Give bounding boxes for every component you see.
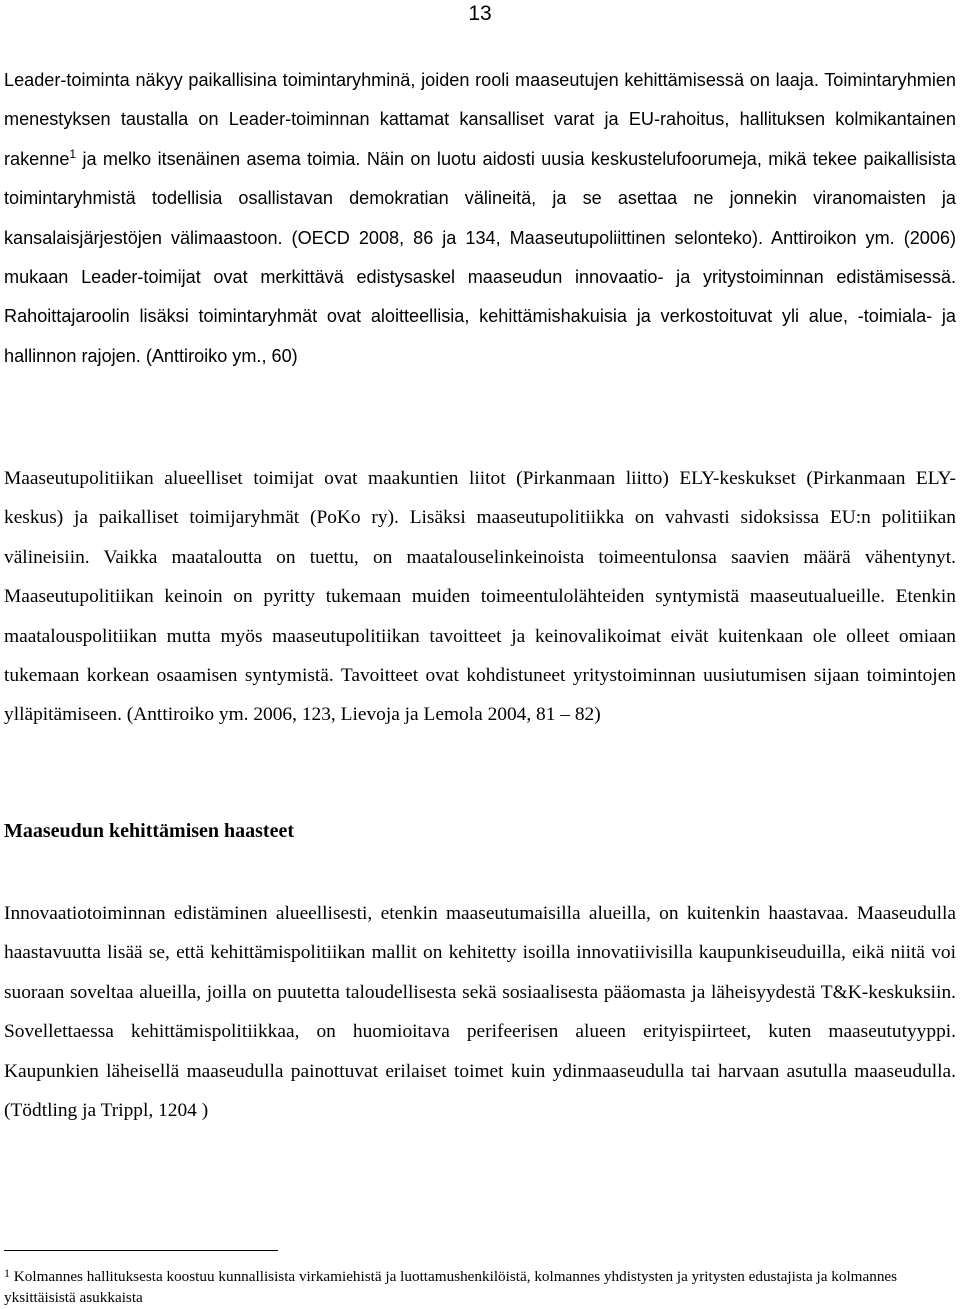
body-paragraph: Maaseutupolitiikan alueelliset toimijat ovat maakuntien liitot (Pirkanmaan liitto) ELY-keskukset (Pirkanmaan ELY-keskus) ja paikalliset toimijaryhmät (PoKo ry). Lisäksi maaseutupolitiikka on vahvasti sidoksissa EU:n politiikan välineisiin. Vaikka maataloutta on tuettu, on maatalouselinkeinoista toimeentulonsa saavien määrä vähentynyt. Maaseutupolitiikan keinoin on pyritty tukemaan muiden toimeentulolähteiden syntymistä maaseutualueille. Etenkin maatalouspolitiikan mutta myös maaseutupolitiikan tavoitteet ja keinovalikoimat eivät kuitenkaan ole olleet omiaan tukemaan korkean osaamisen syntymistä. Tavoitteet ovat kohdistuneet yritystoiminnan uusiutumisen sijaan toimintojen ylläpitämiseen. (Anttiroiko ym. 2006, 123, Lievoja ja Lemola 2004, 81 – 82) [4, 468, 956, 726]
page-number: 13 [468, 2, 492, 25]
footnote-separator [4, 1250, 278, 1251]
paragraph-text: Leader-toiminta näkyy paikallisina toimintaryhminä, joiden rooli maaseutujen kehittämisessä on laaja. Toimintaryhmien menestyksen taustalla on Leader-toiminnan kattamat kansalliset varat ja EU-rahoitus, hallituksen kolmikantainen rakenne [4, 70, 956, 169]
footnote-text: Kolmannes hallituksesta koostuu kunnallisista virkamiehistä ja luottamushenkilöistä, kolmannes yhdistysten ja yritysten edustajista ja kolmannes yksittäisistä asukkaista [4, 1268, 898, 1306]
body-paragraph [4, 61, 956, 376]
section-heading: Maaseudun kehittämisen haasteet [4, 820, 295, 842]
body-paragraph: Innovaatiotoiminnan edistäminen alueellisesti, etenkin maaseutumaisilla alueilla, on kuitenkin haastavaa. Maaseudulla haastavuutta lisää se, että kehittämispolitiikan mallit on kehitetty isoilla innovatiivisilla kaupunkiseuduilla, eikä niitä voi suoraan soveltaa alueilla, joilla on puutetta taloudellisesta sekä sosiaalisesta pääomasta ja läheisyydestä T&K-keskuksiin. Sovellettaessa kehittämispolitiikkaa, on huomioitava perifeerisen alueen erityispiirteet, kuten maaseututyyppi. Kaupunkien läheisellä maaseudulla painottuvat erilaiset toimet kuin ydinmaaseudulla tai harvaan asutulla maaseudulla. (Tödtling ja Trippl, 1204 ) [4, 903, 956, 1122]
footnote-reference: 1 [69, 146, 77, 161]
footnote [4, 1266, 956, 1308]
footnote-mark: 1 [4, 1266, 10, 1280]
paragraph-text: ja melko itsenäinen asema toimia. Näin on luotu aidosti uusia keskustelufoorumeja, mikä tekee paikallisista toimintaryhmistä todellisia osallistavan demokratian välineitä, ja se asettaa ne jonnekin viranomaisten ja kansalaisjärjestöjen välimaastoon. (OECD 2008, 86 ja 134, Maaseutupoliittinen selonteko). Anttiroikon ym. (2006) mukaan Leader-toimijat ovat merkittävä edistysaskel maaseudun innovaatio- ja yritystoiminnan edistämisessä. Rahoittajaroolin lisäksi toimintaryhmät ovat aloitteellisia, kehittämishakuisia ja verkostoituvat yli alue, -toimiala- ja hallinnon rajojen. (Anttiroiko ym., 60) [4, 148, 956, 366]
